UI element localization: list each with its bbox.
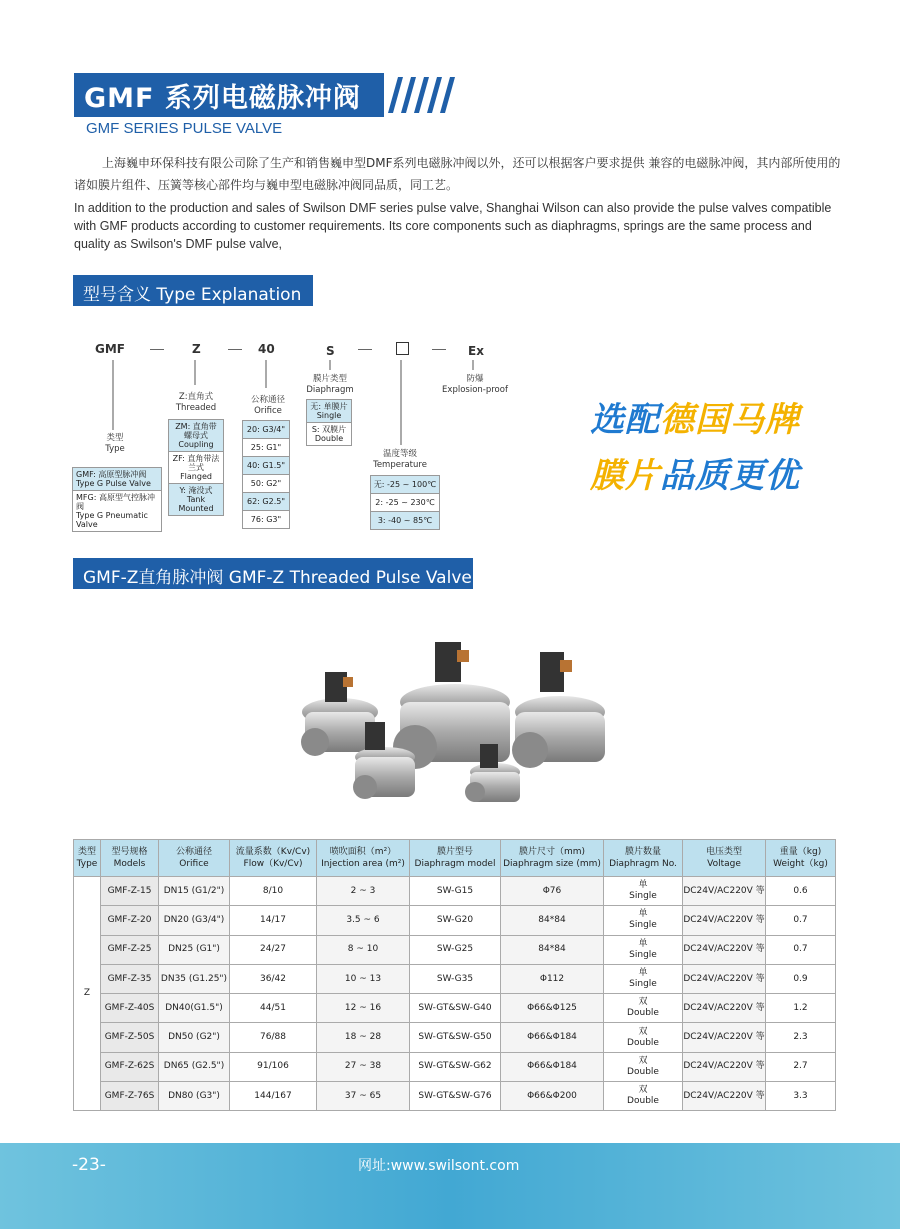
table-cell: 单 Single [604, 877, 683, 906]
table-cell: 3.5 ~ 6 [317, 906, 410, 935]
table-cell: 2.7 [766, 1052, 836, 1081]
temperature-option: 2: -25 ~ 230℃ [371, 494, 439, 512]
temperature-option: 无: -25 ~ 100℃ [371, 476, 439, 494]
table-cell: DN35 (G1.25") [159, 964, 230, 993]
intro-chinese: 上海巍申环保科技有限公司除了生产和销售巍申型DMF系列电磁脉冲阀以外，还可以根据客户要求提供 兼容的电磁脉冲阀，其内部所使用的诸如膜片组件、压簧等核心部件均与巍申型电磁脉冲阀同品质，同工艺。 [74, 156, 841, 192]
table-cell: 14/17 [230, 906, 317, 935]
website-link[interactable]: 网址:www.swilsont.com [358, 1158, 520, 1174]
slash-decoration [384, 73, 456, 117]
col-model: 型号规格 Models [101, 840, 159, 877]
table-cell: GMF-Z-50S [101, 1023, 159, 1052]
table-cell: DC24V/AC220V 等 [683, 1023, 766, 1052]
table-cell: 双 Double [604, 1023, 683, 1052]
table-cell: Φ76 [501, 877, 604, 906]
table-cell: DC24V/AC220V 等 [683, 906, 766, 935]
type-option: MFG: 高原型气控脉冲阀 Type G Pneumatic Valve [76, 493, 155, 529]
table-cell: SW-GT&SW-G76 [410, 1082, 501, 1111]
thread-label: Z:直角式 Threaded [175, 392, 217, 413]
table-cell: DN25 (G1") [159, 935, 230, 964]
table-cell: 18 ~ 28 [317, 1023, 410, 1052]
table-cell: SW-GT&SW-G40 [410, 994, 501, 1023]
table-cell: DC24V/AC220V 等 [683, 1052, 766, 1081]
table-cell: 10 ~ 13 [317, 964, 410, 993]
explosion-proof-label: 防爆 Explosion-proof [442, 374, 508, 395]
thread-option: ZF: 直角带法 兰式 Flanged [169, 452, 223, 484]
section-gmf-z: GMF-Z直角脉冲阀 GMF-Z Threaded Pulse Valve [73, 558, 473, 589]
table-row [74, 1082, 836, 1111]
table-cell: 84*84 [501, 906, 604, 935]
table-cell: 27 ~ 38 [317, 1052, 410, 1081]
table-row [74, 1023, 836, 1052]
col-voltage: 电压类型 Voltage [683, 840, 766, 877]
orifice-option: 20: G3/4" [243, 421, 289, 439]
table-cell: 8/10 [230, 877, 317, 906]
table-cell: Φ66&Φ184 [501, 1052, 604, 1081]
col-injection-area: 喷吹面积（m²） Injection area (m²) [317, 840, 410, 877]
table-cell: Φ66&Φ125 [501, 994, 604, 1023]
table-cell: SW-GT&SW-G50 [410, 1023, 501, 1052]
diaphragm-option: S: 双膜片 Double [311, 425, 347, 443]
table-cell: DN15 (G1/2") [159, 877, 230, 906]
orifice-options [242, 420, 290, 529]
table-cell: 144/167 [230, 1082, 317, 1111]
table-cell: DC24V/AC220V 等 [683, 994, 766, 1023]
page-number: -23- [72, 1155, 106, 1175]
table-cell: 单 Single [604, 906, 683, 935]
table-cell: 91/106 [230, 1052, 317, 1081]
table-cell: 单 Single [604, 964, 683, 993]
type-cell: Z [74, 877, 101, 1111]
table-cell: 0.7 [766, 935, 836, 964]
table-cell: 0.7 [766, 906, 836, 935]
temperature-options [370, 475, 440, 530]
orifice-option: 76: G3" [250, 515, 282, 524]
orifice-option: 62: G2.5" [243, 493, 289, 511]
table-row [74, 994, 836, 1023]
table-row [74, 877, 836, 906]
col-diaphragm-size: 膜片尺寸（mm) Diaphragm size (mm) [501, 840, 604, 877]
table-cell: 2.3 [766, 1023, 836, 1052]
table-row [74, 906, 836, 935]
orifice-option: 25: G1" [243, 439, 289, 457]
table-cell: DN65 (G2.5") [159, 1052, 230, 1081]
thread-options [168, 419, 224, 516]
table-cell: SW-G25 [410, 935, 501, 964]
table-cell: 2 ~ 3 [317, 877, 410, 906]
table-cell: 44/51 [230, 994, 317, 1023]
table-cell: 双 Double [604, 994, 683, 1023]
table-row [74, 1052, 836, 1081]
table-cell: GMF-Z-76S [101, 1082, 159, 1111]
table-cell: GMF-Z-35 [101, 964, 159, 993]
thread-option: ZM: 直角带 螺母式 Coupling [169, 420, 223, 452]
table-cell: 37 ~ 65 [317, 1082, 410, 1111]
type-label: 类型 Type [105, 433, 125, 454]
table-header-row [74, 840, 836, 877]
table-cell: 双 Double [604, 1052, 683, 1081]
diaphragm-option: 无: 单膜片 Single [307, 400, 351, 423]
col-diaphragm-no: 膜片数量 Diaphragm No. [604, 840, 683, 877]
table-cell: GMF-Z-20 [101, 906, 159, 935]
table-cell: 76/88 [230, 1023, 317, 1052]
thread-option: Y: 淹没式 Tank Mounted [169, 484, 223, 515]
table-cell: Φ66&Φ184 [501, 1023, 604, 1052]
table-cell: 1.2 [766, 994, 836, 1023]
table-cell: 36/42 [230, 964, 317, 993]
col-diaphragm-model: 膜片型号 Diaphragm model [410, 840, 501, 877]
temperature-option: 3: -40 ~ 85℃ [371, 512, 439, 529]
table-cell: 双 Double [604, 1082, 683, 1111]
table-cell: DN40(G1.5") [159, 994, 230, 1023]
table-row [74, 964, 836, 993]
table-cell: DN80 (G3") [159, 1082, 230, 1111]
ad-slogan: 选配德国马牌 膜片品质更优 [590, 400, 800, 496]
table-cell: GMF-Z-40S [101, 994, 159, 1023]
temperature-label: 温度等级 Temperature [373, 449, 427, 470]
type-options [72, 467, 162, 532]
type-option: GMF: 高原型脉冲阀 Type G Pulse Valve [73, 468, 161, 491]
table-cell: GMF-Z-15 [101, 877, 159, 906]
table-cell: Φ112 [501, 964, 604, 993]
table-cell: 8 ~ 10 [317, 935, 410, 964]
diaphragm-options [306, 399, 352, 446]
code-s: S [326, 344, 335, 358]
table-cell: Φ66&Φ200 [501, 1082, 604, 1111]
spec-table [73, 839, 836, 1111]
table-row [74, 935, 836, 964]
code-z: Z [192, 342, 201, 356]
orifice-option: 50: G2" [243, 475, 289, 493]
table-cell: DC24V/AC220V 等 [683, 964, 766, 993]
table-cell: DN20 (G3/4") [159, 906, 230, 935]
col-flow: 流量系数（Kv/Cv) Flow（Kv/Cv) [230, 840, 317, 877]
table-cell: SW-G20 [410, 906, 501, 935]
table-cell: DC24V/AC220V 等 [683, 877, 766, 906]
table-cell: 84*84 [501, 935, 604, 964]
col-type: 类型 Type [74, 840, 101, 877]
table-cell: SW-G35 [410, 964, 501, 993]
col-weight: 重量（kg) Weight（kg) [766, 840, 836, 877]
table-cell: DC24V/AC220V 等 [683, 935, 766, 964]
orifice-label: 公称通径 Orifice [250, 395, 285, 416]
page-subtitle: GMF SERIES PULSE VALVE [86, 120, 283, 137]
section-type-explanation: 型号含义 Type Explanation [73, 275, 313, 306]
diaphragm-label: 膜片类型 Diaphragm [306, 374, 354, 395]
table-cell: 0.6 [766, 877, 836, 906]
table-cell: GMF-Z-62S [101, 1052, 159, 1081]
table-cell: DC24V/AC220V 等 [683, 1082, 766, 1111]
table-cell: GMF-Z-25 [101, 935, 159, 964]
table-cell: 单 Single [604, 935, 683, 964]
table-cell: 3.3 [766, 1082, 836, 1111]
table-cell: SW-GT&SW-G62 [410, 1052, 501, 1081]
table-cell: DN50 (G2") [159, 1023, 230, 1052]
code-gmf: GMF [95, 342, 125, 356]
table-cell: SW-G15 [410, 877, 501, 906]
code-ex: Ex [468, 344, 484, 358]
table-cell: 0.9 [766, 964, 836, 993]
type-explanation-diagram [60, 330, 560, 540]
table-cell: 24/27 [230, 935, 317, 964]
col-orifice: 公称通径 Orifice [159, 840, 230, 877]
code-orifice: 40 [258, 342, 275, 356]
orifice-option: 40: G1.5" [243, 457, 289, 475]
page-title: GMF 系列电磁脉冲阀 [84, 83, 361, 114]
intro-english: In addition to the production and sales of Swilson DMF series pulse valve, Shanghai Wilson can also provide the pulse valves compatible with GMF products according to customer requirements. Its core components such as diaphragms, springs are the same process and quality as Swilson's DMF pulse valve, [74, 201, 832, 251]
pulse-valves-photo [295, 632, 615, 812]
table-cell: 12 ~ 16 [317, 994, 410, 1023]
